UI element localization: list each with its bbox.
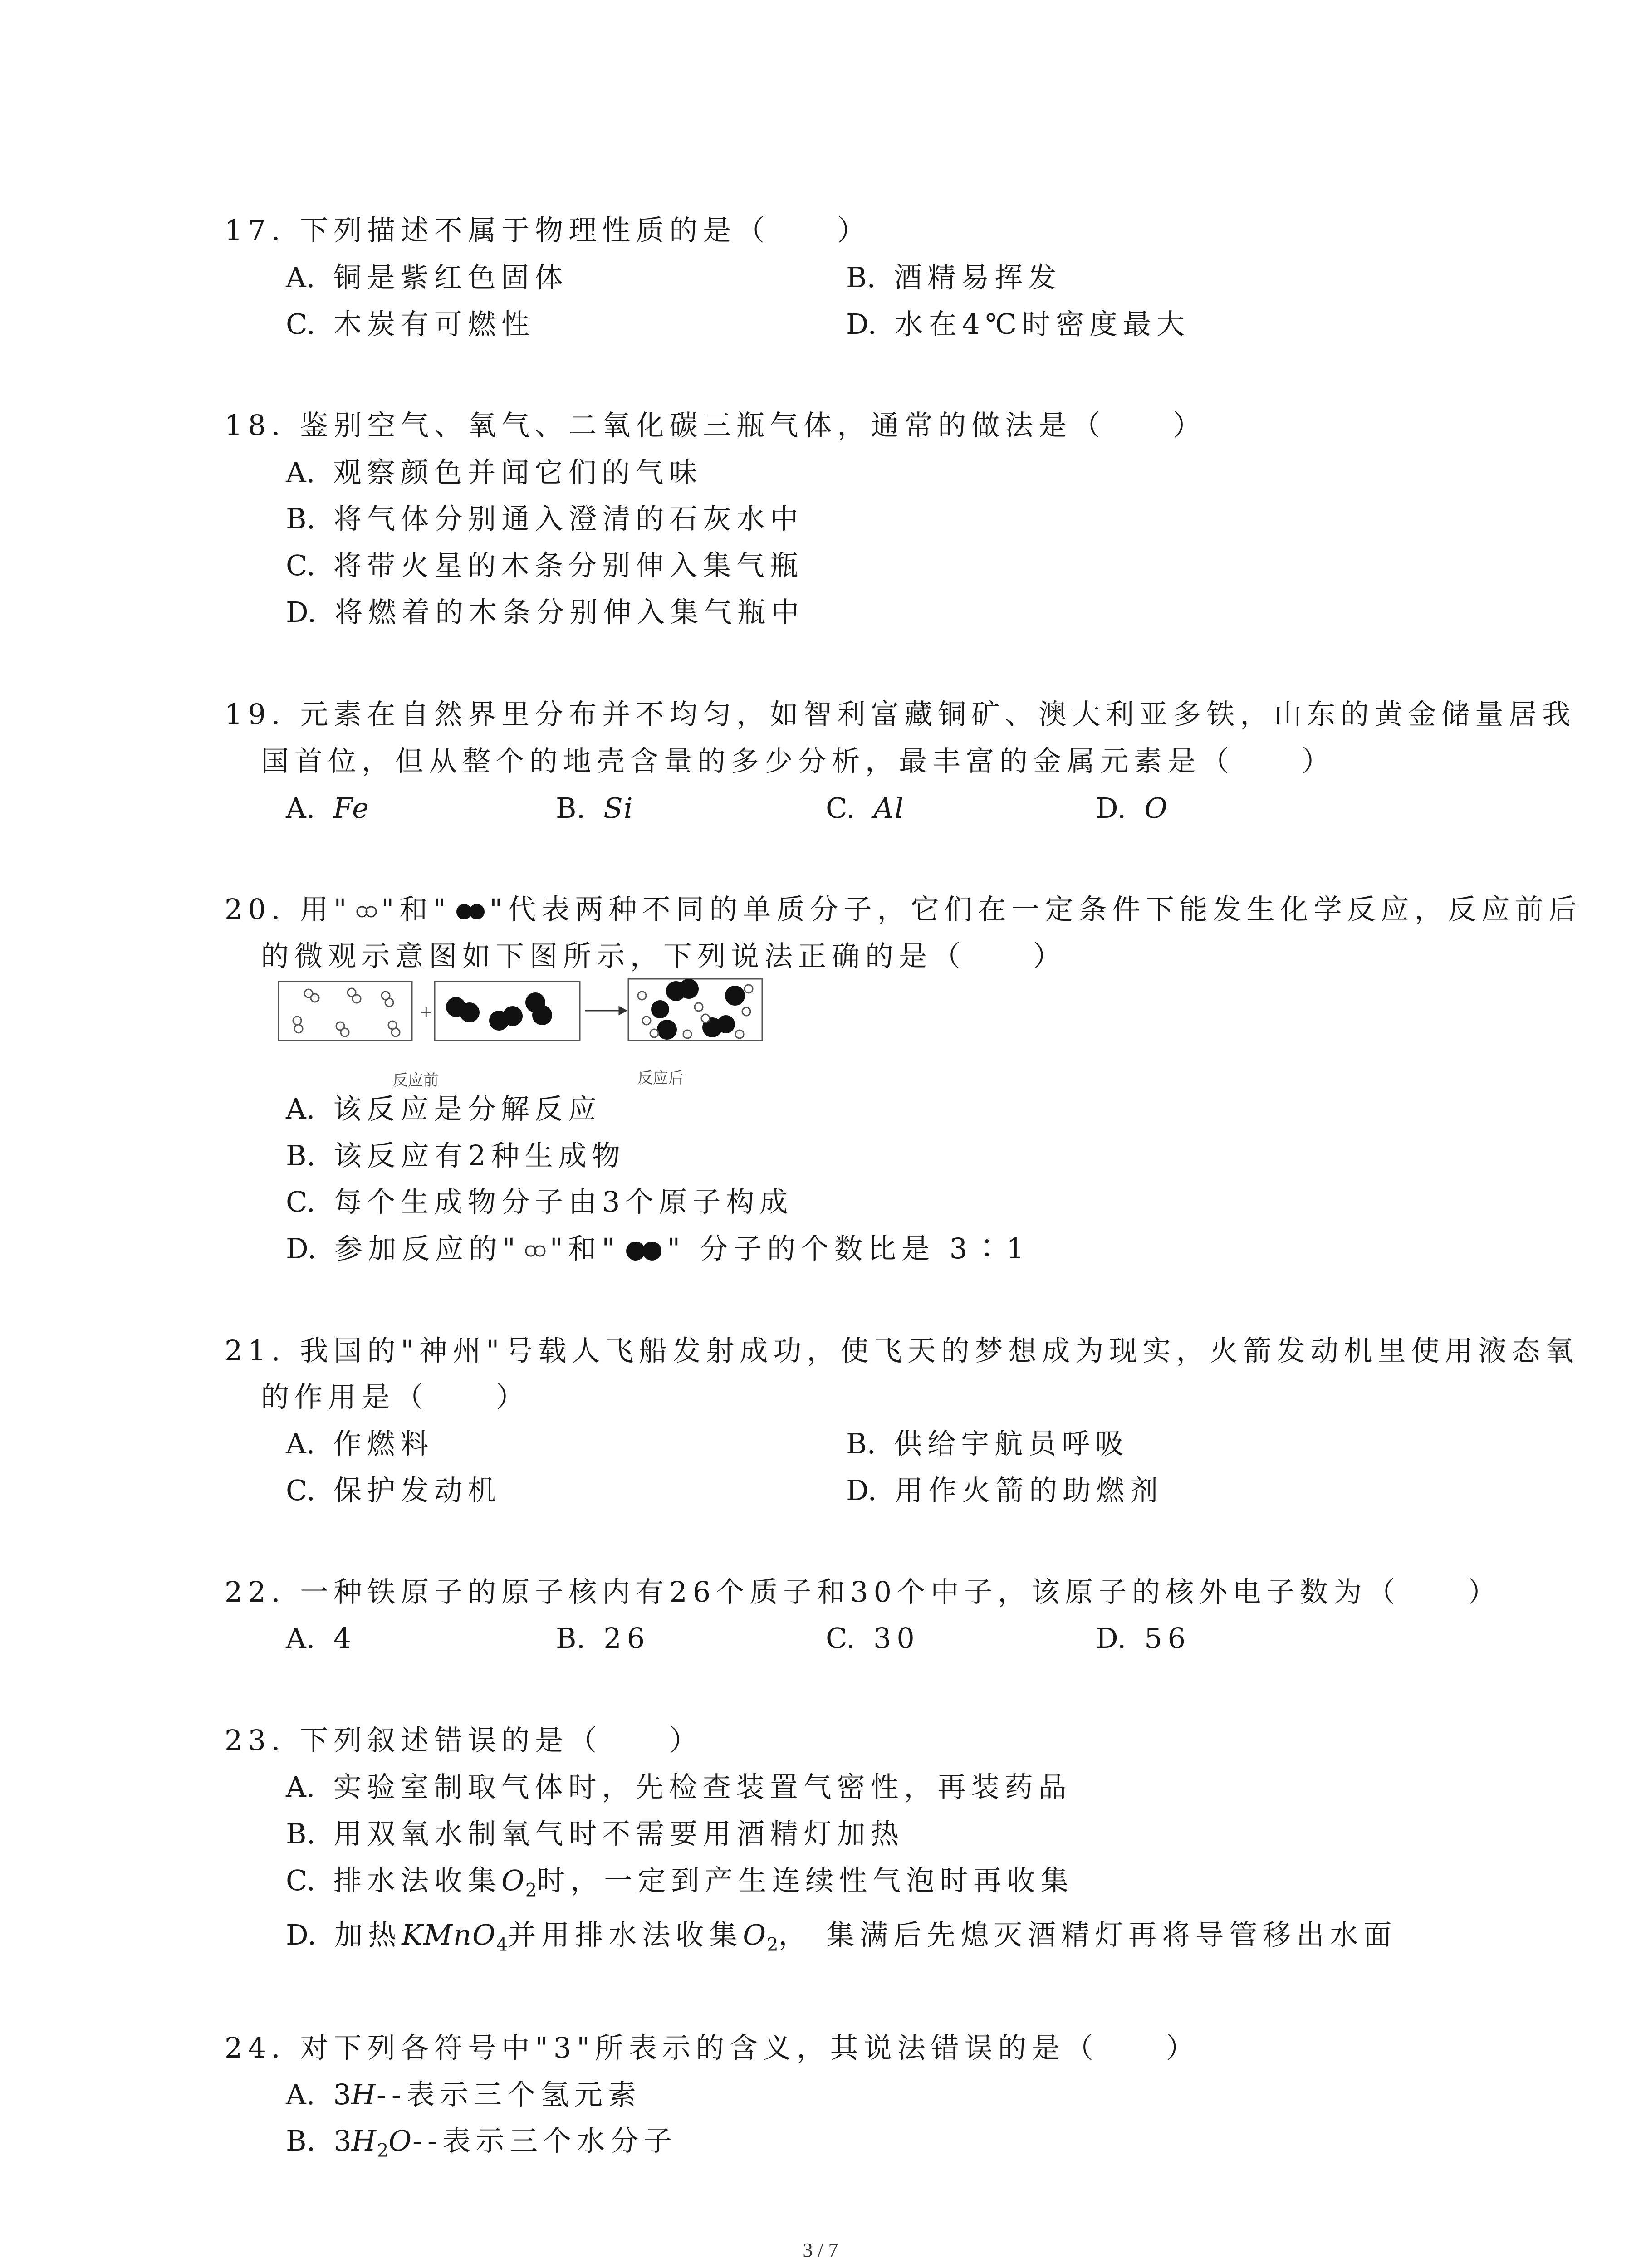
q24-stem: 24. 对下列各符号中"3"所表示的含义，其说法错误的是（ ） xyxy=(225,2031,1200,2064)
q23-option-a: A. 实验室制取气体时，先检查装置气密性，再装药品 xyxy=(286,1770,1072,1804)
q24-option-b: B. $3H_2O--$表示三个水分子 xyxy=(286,2124,678,2161)
q23-option-c: C. 排水法收集$O_2$时，一定到产生连续性气泡时再收集 xyxy=(286,1864,1074,1901)
reaction-diagram xyxy=(277,975,776,1098)
q19-option-b: B. Si xyxy=(556,792,634,825)
q20-option-d: D. 参加反应的" "和" " 分子的个数比是 3∶1 xyxy=(286,1232,1030,1265)
white-molecule-icon xyxy=(521,1242,550,1260)
black-molecule-icon xyxy=(451,902,490,922)
q20-option-a: A. 该反应是分解反应 xyxy=(286,1092,602,1125)
q18-option-a: A. 观察颜色并闻它们的气味 xyxy=(286,456,703,489)
q22-option-c: C. 30 xyxy=(826,1622,920,1655)
q17-option-a: A. 铜是紫红色固体 xyxy=(286,261,568,294)
q19-stem-line1: 19. 元素在自然界里分布并不均匀，如智利富藏铜矿、澳大利亚多铁，山东的黄金储量居我 xyxy=(225,698,1576,731)
q17-option-d: D. 水在4℃时密度最大 xyxy=(846,308,1190,341)
q18-option-c: C. 将带火星的木条分别伸入集气瓶 xyxy=(286,549,803,582)
q20-stem-line1: 20. 用" "和" "代表两种不同的单质分子，它们在一定条件下能发生化学反应，反应前后 xyxy=(225,893,1582,926)
q23-stem: 23. 下列叙述错误的是（ ） xyxy=(225,1724,703,1757)
q17-stem: 17. 下列描述不属于物理性质的是（ ） xyxy=(225,214,871,247)
q18-option-b: B. 将气体分别通入澄清的石灰水中 xyxy=(286,502,804,535)
q24-option-a: A. 3H--表示三个氢元素 xyxy=(286,2078,642,2111)
page-number: 3 / 7 xyxy=(803,2239,838,2261)
product-molecules-after xyxy=(638,979,753,1040)
q21-stem-line1: 21. 我国的"神州"号载人飞船发射成功，使飞天的梦想成为现实，火箭发动机里使用液态氧 xyxy=(225,1334,1579,1367)
q19-option-a: A. Fe xyxy=(286,792,370,825)
black-molecule-icon xyxy=(620,1240,667,1262)
q21-option-a: A. 作燃料 xyxy=(286,1427,434,1460)
q20-option-c: C. 每个生成物分子由3个原子构成 xyxy=(286,1185,794,1218)
q21-option-c: C. 保护发动机 xyxy=(286,1474,501,1507)
q22-option-d: D. 56 xyxy=(1096,1622,1191,1655)
q20-stem-line2: 的微观示意图如下图所示，下列说法正确的是（ ） xyxy=(261,939,1067,973)
q23-option-d: D. 加热KMnO$_4$并用排水法收集$O_2$， 集满后先熄灭酒精灯再将导管移出水面 xyxy=(286,1918,1397,1955)
q22-option-a: A. 4 xyxy=(286,1622,357,1655)
q22-stem: 22. 一种铁原子的原子核内有26个质子和30个中子，该原子的核外电子数为（ ） xyxy=(225,1575,1502,1608)
q22-option-b: B. 26 xyxy=(556,1622,651,1655)
q20-option-b: B. 该反应有2种生成物 xyxy=(286,1139,626,1172)
caption-after: 反应后 xyxy=(637,1069,684,1087)
plus-sign: + xyxy=(420,1003,433,1021)
q21-stem-line2: 的作用是（ ） xyxy=(261,1380,530,1413)
q19-option-d: D. O xyxy=(1096,792,1169,825)
caption-before: 反应前 xyxy=(392,1071,439,1090)
q19-option-c: C. Al xyxy=(826,792,905,825)
q19-stem-line2: 国首位，但从整个的地壳含量的多少分析，最丰富的金属元素是（ ） xyxy=(261,744,1336,777)
q18-stem: 18. 鉴别空气、氧气、二氧化碳三瓶气体，通常的做法是（ ） xyxy=(225,409,1207,442)
q17-option-c: C. 木炭有可燃性 xyxy=(286,308,535,341)
q17-option-b: B. 酒精易挥发 xyxy=(846,261,1062,294)
q18-option-d: D. 将燃着的木条分别伸入集气瓶中 xyxy=(286,596,805,629)
q23-option-b: B. 用双氧水制氧气时不需要用酒精灯加热 xyxy=(286,1817,905,1850)
black-molecules-before xyxy=(446,992,552,1031)
white-molecule-icon xyxy=(352,903,381,921)
q21-option-d: D. 用作火箭的助燃剂 xyxy=(846,1474,1164,1507)
white-molecules-before xyxy=(293,988,400,1036)
q21-option-b: B. 供给宇航员呼吸 xyxy=(846,1427,1129,1460)
reaction-arrow xyxy=(585,1007,626,1014)
